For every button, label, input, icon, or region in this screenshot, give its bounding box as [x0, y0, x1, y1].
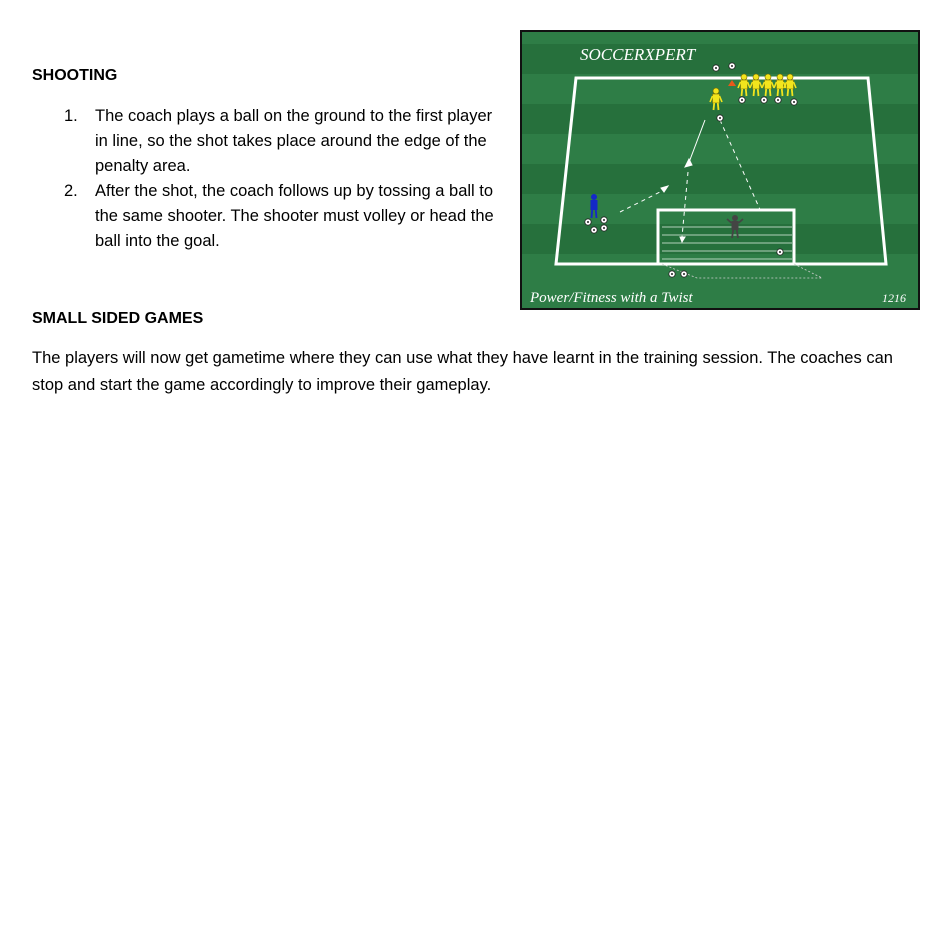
- shooting-step: [60, 104, 500, 179]
- drill-diagram-svg: [522, 32, 918, 308]
- step-number: 1.: [64, 107, 78, 125]
- step-text: The coach plays a ball on the ground to the first player in line, so the shot takes place around the edge of the penalty area.: [95, 107, 493, 175]
- brand-logo-text: SOCCERXPERT: [580, 45, 696, 64]
- step-number: 2.: [64, 182, 78, 200]
- step-text: After the shot, the coach follows up by tossing a ball to the same shooter. The shooter must volley or head the ball into the goal.: [95, 182, 494, 250]
- small-sided-games-paragraph: The players will now get gametime where they can use what they have learnt in the training session. The coaches can stop and start the game accordingly to improve their gameplay.: [32, 349, 893, 394]
- shooting-heading: SHOOTING: [32, 67, 118, 84]
- shooting-steps-list: [60, 104, 500, 254]
- diagram-caption: Power/Fitness with a Twist: [530, 290, 693, 306]
- pitch-stripes: [522, 32, 918, 308]
- drill-diagram: [520, 30, 920, 310]
- shooting-step: [60, 179, 500, 254]
- small-sided-games-heading: SMALL SIDED GAMES: [32, 310, 204, 327]
- diagram-code: 1216: [882, 291, 906, 305]
